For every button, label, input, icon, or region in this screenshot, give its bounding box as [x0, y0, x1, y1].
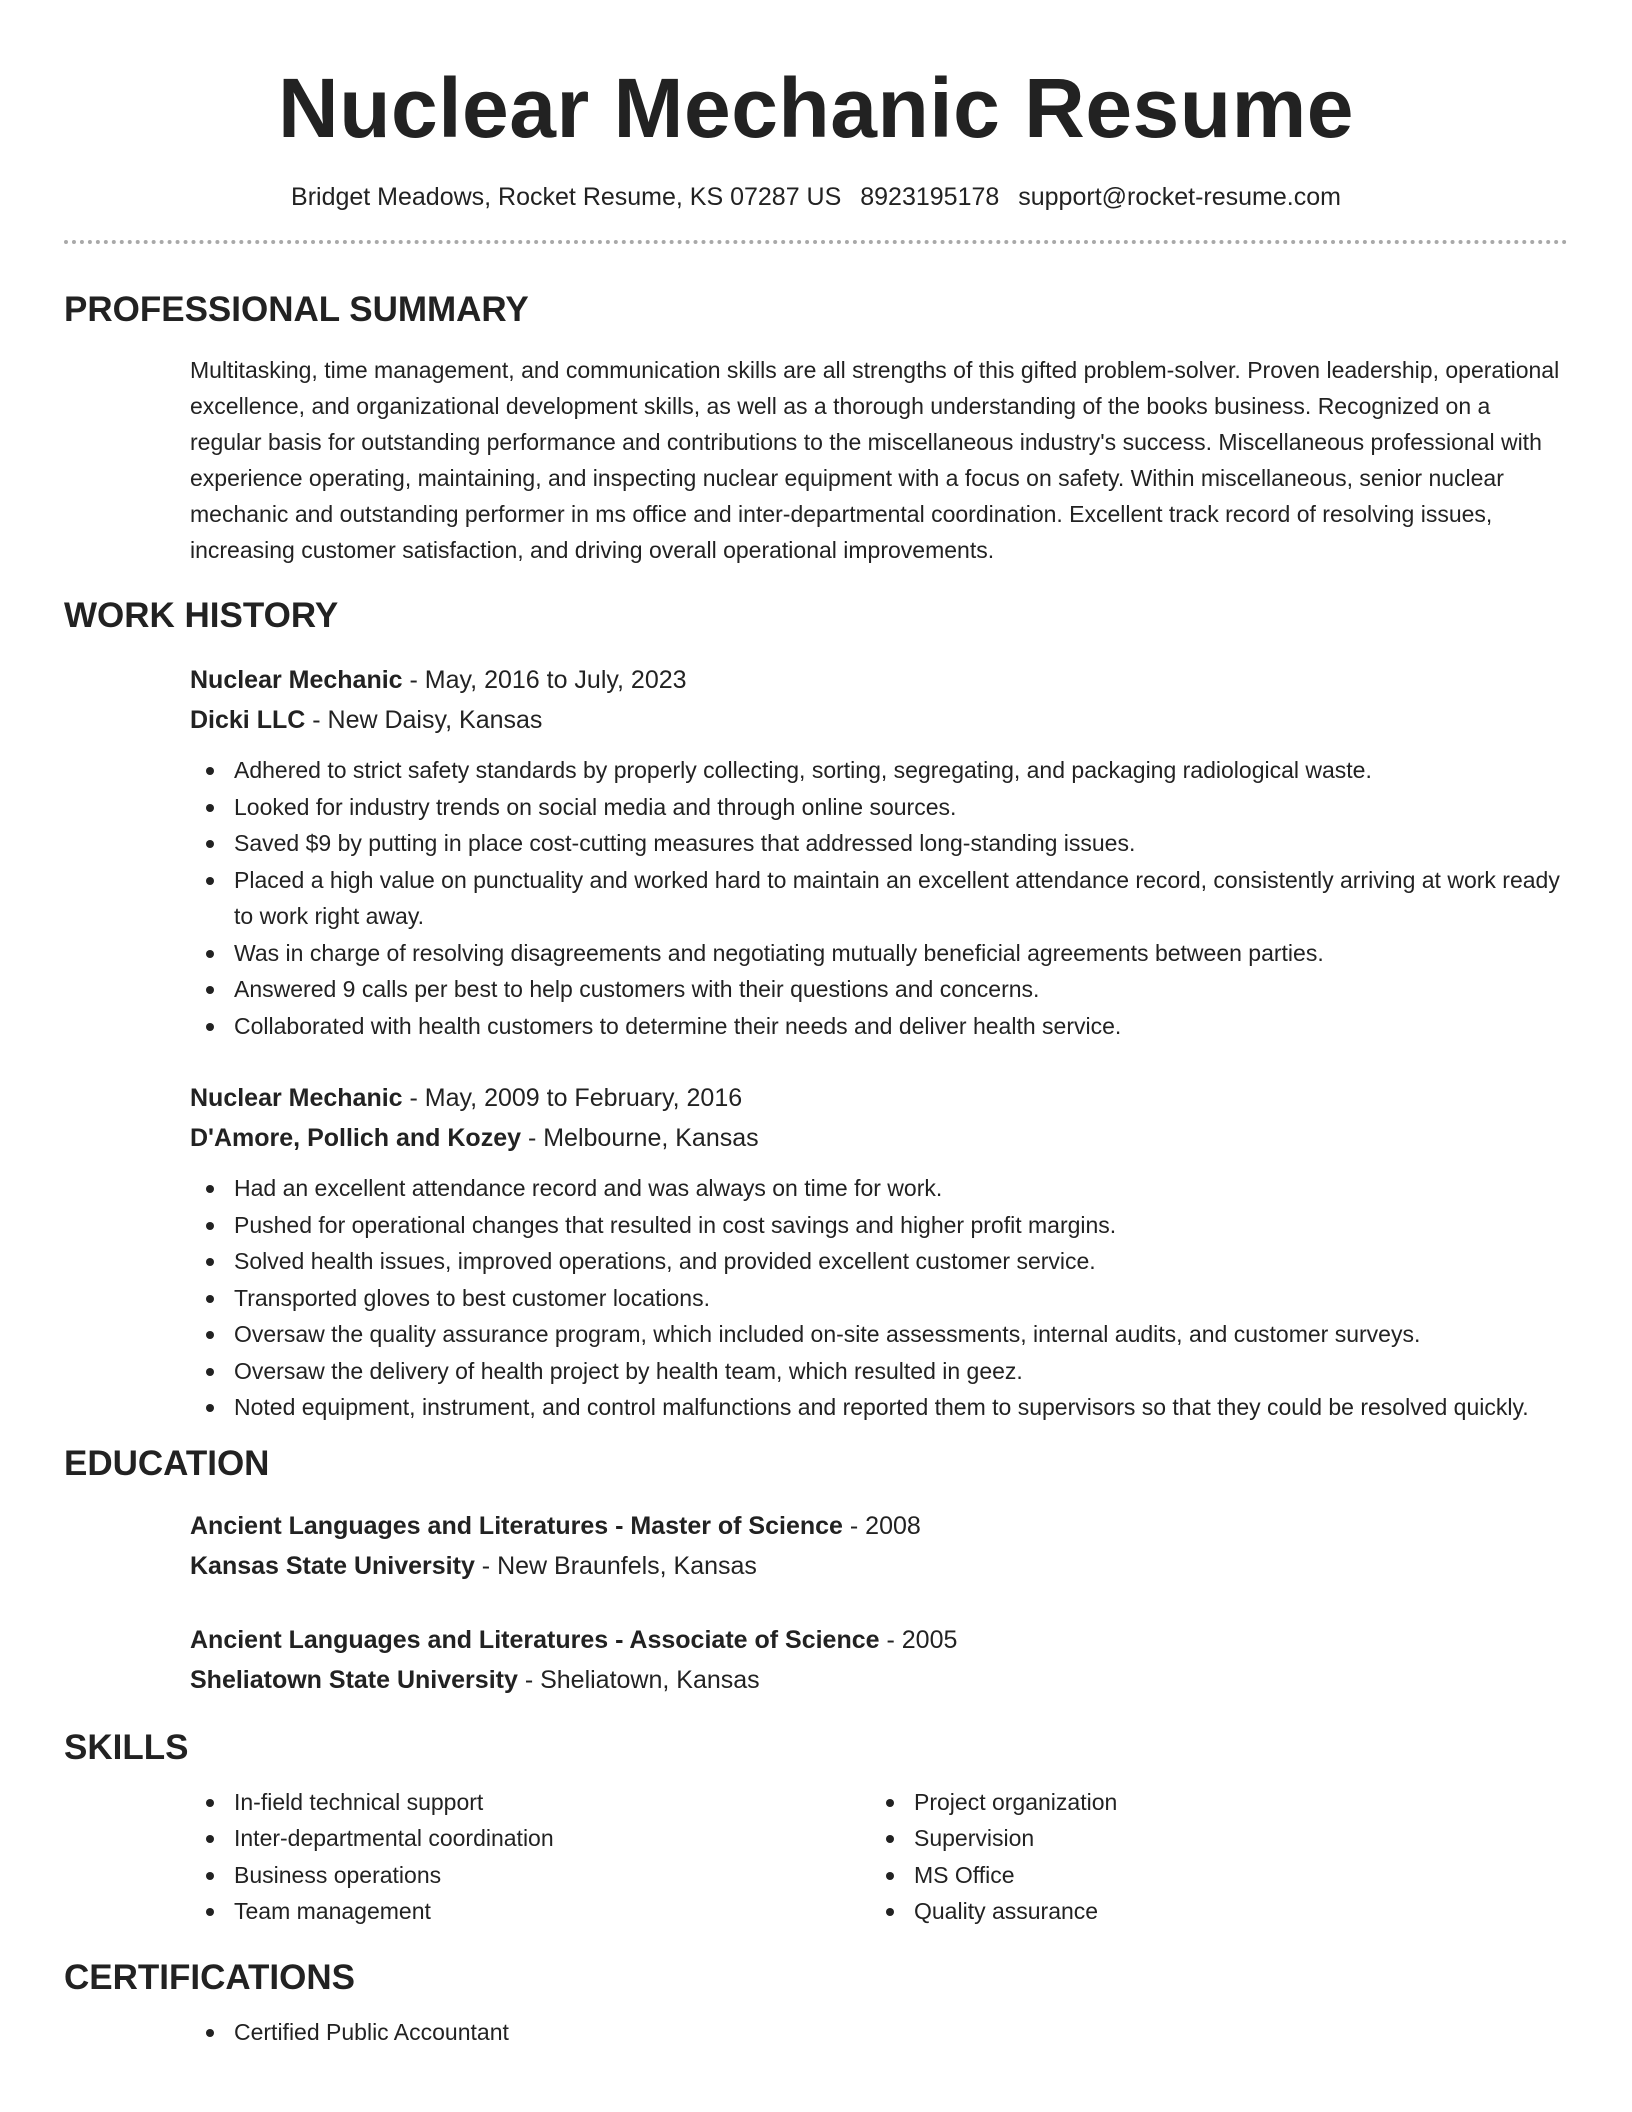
job-bullet-item: Transported gloves to best customer locations. — [190, 1280, 1568, 1317]
job-title: Nuclear Mechanic — [190, 1084, 403, 1112]
education-entry — [190, 1506, 1568, 1586]
summary-text: Multitasking, time management, and communication skills are all strengths of this gifted problem-solver. Proven leadership, operational excellence, and organizational development skills, as well as a thorough understanding of the books business. Recognized on a regular basis for outstanding performance and contributions to the miscellaneous industry's success. Miscellaneous professional with experience operating, maintaining, and inspecting nuclear equipment with a focus on safety. Within miscellaneous, senior nuclear mechanic and outstanding performer in ms office and inter-departmental coordination. Excellent track record of resolving issues, increasing customer satisfaction, and driving overall operational improvements. — [190, 357, 1560, 563]
job-bullet-item: Adhered to strict safety standards by properly collecting, sorting, segregating, and packaging radiological waste. — [190, 752, 1568, 789]
skills-heading: SKILLS — [64, 1727, 189, 1767]
job-entry — [190, 1078, 1568, 1426]
degree-name: Ancient Languages and Literatures - Associate of Science — [190, 1625, 880, 1654]
skill-item: Supervision — [870, 1820, 1550, 1857]
education-section — [64, 1444, 1568, 1700]
job-bullet-item: Collaborated with health customers to determine their needs and deliver health service. — [190, 1008, 1568, 1045]
degree-year: - 2008 — [842, 1511, 921, 1540]
education-list — [64, 1506, 1568, 1700]
summary-heading: PROFESSIONAL SUMMARY — [64, 290, 529, 329]
job-bullet-item: Oversaw the quality assurance program, which included on-site assessments, internal audits, and customer surveys. — [190, 1316, 1568, 1353]
skill-item: MS Office — [870, 1857, 1550, 1894]
job-company-line — [190, 700, 1568, 740]
work-history-heading: WORK HISTORY — [64, 596, 339, 635]
job-bullet-item: Placed a high value on punctuality and worked hard to maintain an excellent attendance record, consistently arriving at work ready to work right away. — [190, 862, 1568, 935]
job-dates: - May, 2009 to February, 2016 — [402, 1084, 743, 1112]
job-title: Nuclear Mechanic — [190, 666, 403, 694]
summary-section — [64, 290, 1568, 568]
job-bullet-item: Answered 9 calls per best to help customers with their questions and concerns. — [190, 971, 1568, 1008]
job-bullet-item: Was in charge of resolving disagreements and negotiating mutually beneficial agreements between parties. — [190, 935, 1568, 972]
job-location: - Melbourne, Kansas — [521, 1124, 759, 1152]
job-bullet-item: Solved health issues, improved operations, and provided excellent customer service. — [190, 1243, 1568, 1280]
job-bullets — [190, 752, 1568, 1044]
skills-grid — [190, 1784, 1568, 1930]
school-location: - New Braunfels, Kansas — [474, 1551, 757, 1580]
page-title: Nuclear Mechanic Resume — [278, 61, 1354, 155]
job-bullet-item: Had an excellent attendance record and was always on time for work. — [190, 1170, 1568, 1207]
skills-left-list — [190, 1784, 870, 1930]
job-bullet-item: Noted equipment, instrument, and control malfunctions and reported them to supervisors so that they could be resolved quickly. — [190, 1389, 1568, 1426]
degree-line — [190, 1620, 1568, 1660]
job-company-line — [190, 1118, 1568, 1158]
degree-year: - 2005 — [879, 1625, 958, 1654]
job-bullet-item: Saved $9 by putting in place cost-cutting measures that addressed long-standing issues. — [190, 825, 1568, 862]
school-line — [190, 1546, 1568, 1586]
job-location: - New Daisy, Kansas — [305, 706, 543, 734]
certifications-section — [64, 1958, 1568, 2051]
job-company: D'Amore, Pollich and Kozey — [190, 1124, 522, 1152]
certifications-heading: CERTIFICATIONS — [64, 1957, 356, 1997]
job-entry — [190, 660, 1568, 1044]
job-bullets — [190, 1170, 1568, 1426]
skills-right-list — [870, 1784, 1550, 1930]
certification-item: Certified Public Accountant — [190, 2014, 1568, 2051]
job-bullet-item: Looked for industry trends on social media and through online sources. — [190, 789, 1568, 826]
education-entry — [190, 1620, 1568, 1700]
contact-phone: 8923195178 — [860, 183, 1000, 211]
job-title-line — [190, 660, 1568, 700]
job-bullet-item: Oversaw the delivery of health project by health team, which resulted in geez. — [190, 1353, 1568, 1390]
skill-item: Business operations — [190, 1857, 870, 1894]
school-name: Sheliatown State University — [190, 1665, 518, 1694]
school-line — [190, 1660, 1568, 1700]
skills-section — [64, 1728, 1568, 1930]
contact-email: support@rocket-resume.com — [1018, 183, 1341, 211]
school-name: Kansas State University — [190, 1551, 475, 1580]
degree-name: Ancient Languages and Literatures - Master of Science — [190, 1511, 843, 1540]
job-dates: - May, 2016 to July, 2023 — [402, 666, 687, 694]
work-history-section — [64, 596, 1568, 1426]
degree-line — [190, 1506, 1568, 1546]
job-company: Dicki LLC — [190, 706, 306, 734]
job-title-line — [190, 1078, 1568, 1118]
contact-address: Bridget Meadows, Rocket Resume, KS 07287 US — [291, 183, 842, 211]
contact-line — [64, 182, 1568, 212]
job-bullet-item: Pushed for operational changes that resulted in cost savings and higher profit margins. — [190, 1207, 1568, 1244]
skill-item: Team management — [190, 1893, 870, 1930]
jobs-list — [64, 660, 1568, 1426]
education-heading: EDUCATION — [64, 1443, 270, 1483]
skill-item: Quality assurance — [870, 1893, 1550, 1930]
school-location: - Sheliatown, Kansas — [517, 1665, 760, 1694]
certifications-list — [190, 2014, 1568, 2051]
skill-item: Inter-departmental coordination — [190, 1820, 870, 1857]
header-divider — [64, 240, 1568, 244]
skill-item: Project organization — [870, 1784, 1550, 1821]
skill-item: In-field technical support — [190, 1784, 870, 1821]
